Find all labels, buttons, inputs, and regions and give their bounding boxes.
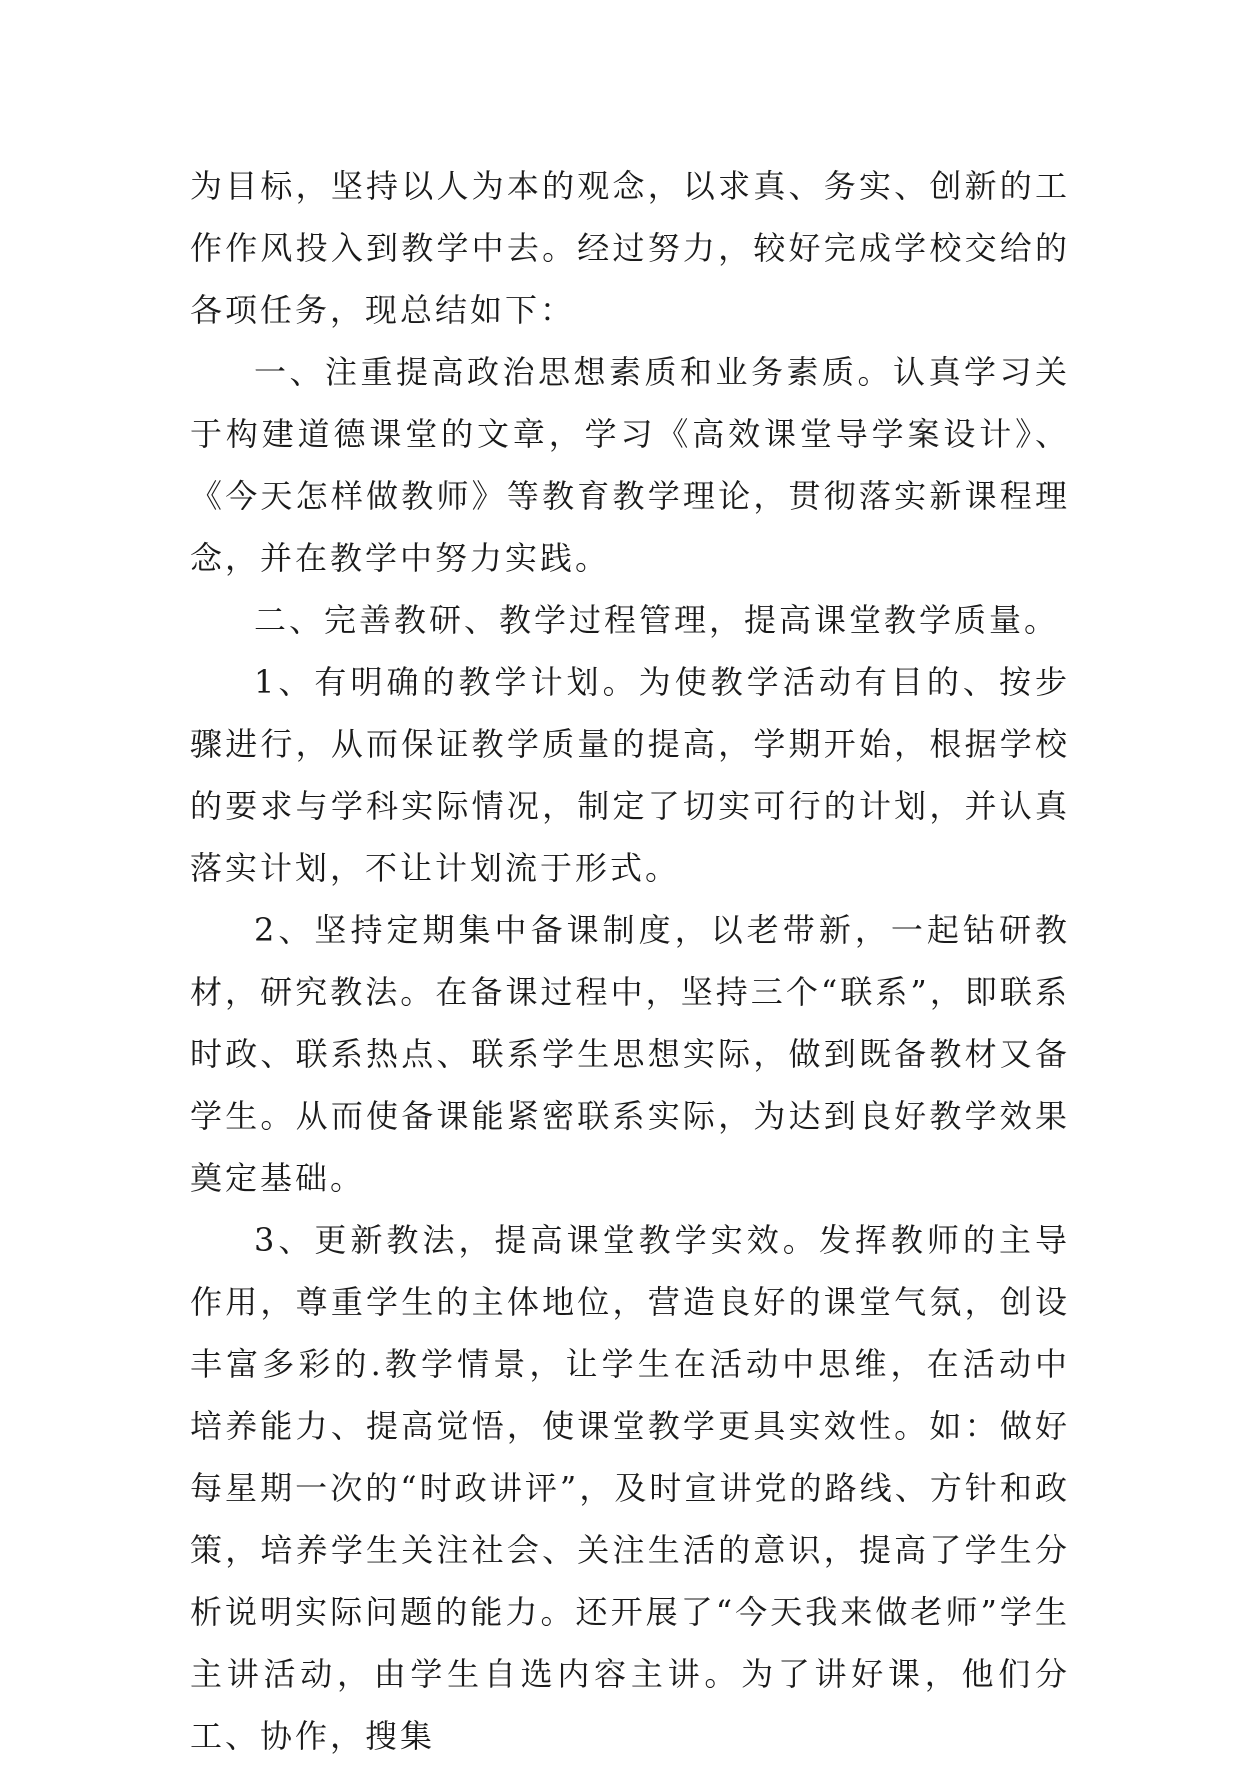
paragraph-section-two: 二、完善教研、教学过程管理，提高课堂教学质量。 [254, 601, 1060, 639]
paragraph-section-one: 一、注重提高政治思想素质和业务素质。认真学习关于构建道德课堂的文章，学习《高效课堂导学案设计》、《今天怎样做教师》等教育教学理论，贯彻落实新课程理念，并在教学中努力实践。 [190, 353, 1070, 577]
paragraph-item-2: 2、坚持定期集中备课制度，以老带新，一起钻研教材，研究教法。在备课过程中，坚持三个“联系”，即联系时政、联系热点、联系学生思想实际，做到既备教材又备学生。从而使备课能紧密联系实际，为达到良好教学效果奠定基础。 [190, 911, 1070, 1197]
paragraph-intro: 为目标，坚持以人为本的观念，以求真、务实、创新的工作作风投入到教学中去。经过努力，较好完成学校交给的各项任务，现总结如下： [190, 167, 1070, 329]
paragraph-item-3: 3、更新教法，提高课堂教学实效。发挥教师的主导作用，尊重学生的主体地位，营造良好的课堂气氛，创设丰富多彩的.教学情景，让学生在活动中思维，在活动中培养能力、提高觉悟，使课堂教学更具实效性。如：做好每星期一次的“时政讲评”，及时宣讲党的路线、方针和政策，培养学生关注社会、关注生活的意识，提高了学生分析说明实际问题的能力。还开展了“今天我来做老师”学生主讲活动，由学生自选内容主讲。为了讲好课，他们分工、协作，搜集 [190, 1221, 1070, 1755]
paragraph-item-1: 1、有明确的教学计划。为使教学活动有目的、按步骤进行，从而保证教学质量的提高，学期开始，根据学校的要求与学科实际情况，制定了切实可行的计划，并认真落实计划，不让计划流于形式。 [190, 663, 1070, 887]
document-body [190, 155, 1070, 1767]
